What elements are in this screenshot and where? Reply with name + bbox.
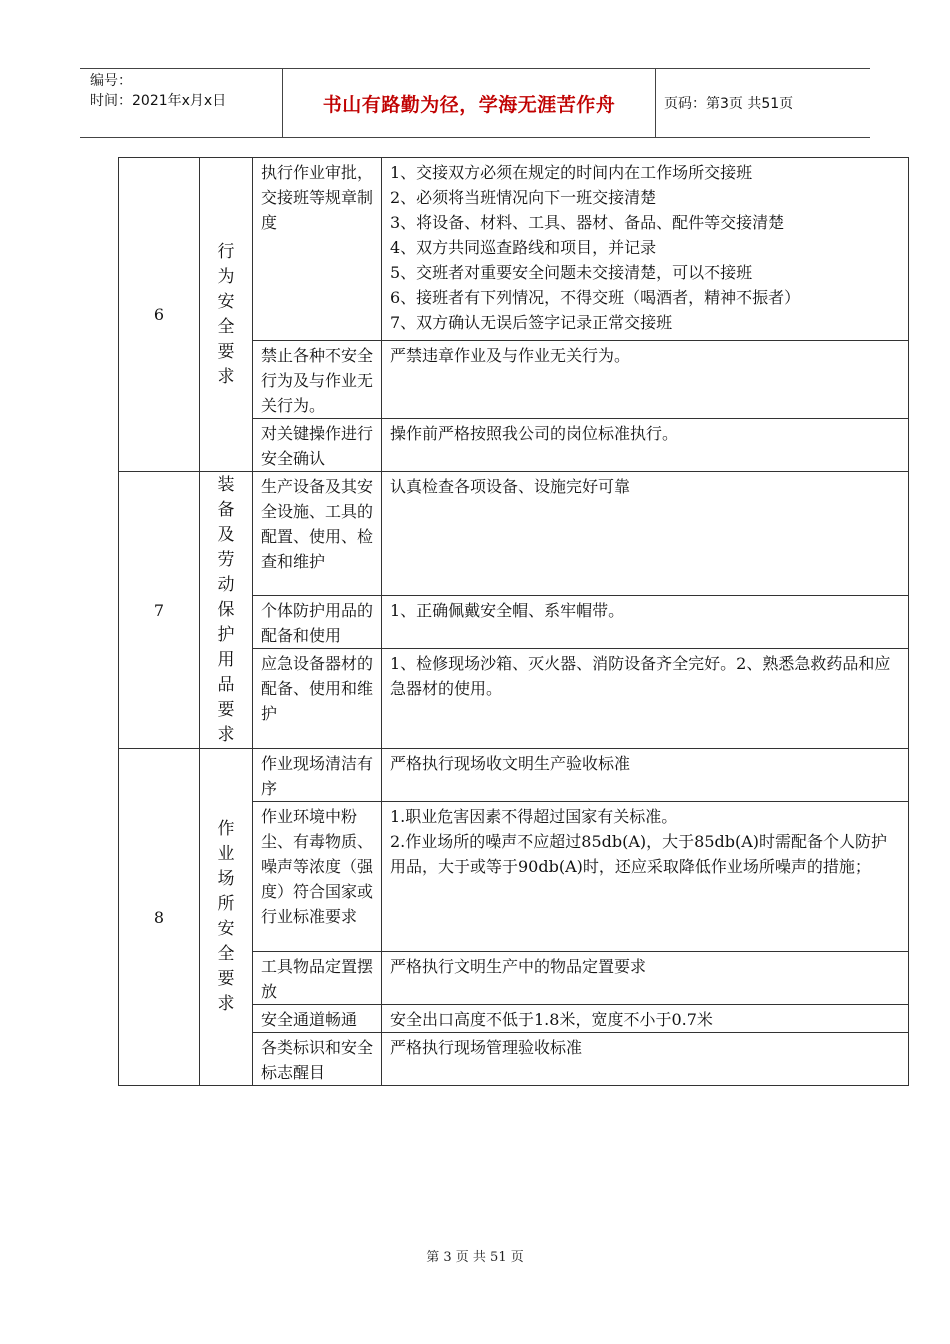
- requirement-item: 作业现场清洁有序: [261, 754, 374, 798]
- requirement-content-line: 1.职业危害因素不得超过国家有关标准。: [390, 807, 678, 826]
- requirement-item: 工具物品定置摆放: [261, 957, 374, 1001]
- section-category: 作业场所安全要求: [217, 819, 235, 1014]
- requirement-item: 安全通道畅通: [261, 1010, 358, 1029]
- requirement-content-line: 1、交接双方必须在规定的时间内在工作场所交接班: [390, 163, 753, 182]
- requirement-item: 禁止各种不安全行为及与作业无关行为。: [261, 346, 374, 415]
- requirement-content-cell: [382, 341, 909, 419]
- page-header: [80, 68, 870, 138]
- requirement-item-cell: [253, 158, 382, 341]
- requirement-item-cell: [253, 802, 382, 952]
- requirement-content-line: 1、正确佩戴安全帽、系牢帽带。: [390, 601, 625, 620]
- header-motto: 书山有路勤为径，学海无涯苦作舟: [322, 93, 616, 116]
- requirement-content-line: 4、双方共同巡查路线和项目，并记录: [390, 238, 657, 257]
- requirement-content-line: 严格执行文明生产中的物品定置要求: [390, 957, 647, 976]
- requirement-item-cell: [253, 419, 382, 472]
- requirement-content-cell: [382, 1033, 909, 1086]
- requirement-content-line: 严禁违章作业及与作业无关行为。: [390, 346, 631, 365]
- requirement-content-cell: [382, 596, 909, 649]
- requirement-item: 应急设备器材的配备、使用和维护: [261, 654, 374, 723]
- section-category-cell: [200, 472, 253, 749]
- requirement-item-cell: [253, 749, 382, 802]
- requirement-content-line: 1、检修现场沙箱、灭火器、消防设备齐全完好。2、熟悉急救药品和应急器材的使用。: [390, 654, 891, 698]
- requirement-content-line: 7、双方确认无误后签字记录正常交接班: [390, 313, 673, 332]
- section-category: 装备及劳动保护用品要求: [217, 474, 235, 745]
- requirement-item: 各类标识和安全标志醒目: [261, 1038, 374, 1082]
- doc-time-label: 时间：2021年x月x日: [90, 93, 227, 109]
- requirement-content-line: 2.作业场所的噪声不应超过85db(A)，大于85db(A)时需配备个人防护用品，大于或等于90db(A)时，还应采取降低作业场所噪声的措施；: [390, 832, 888, 876]
- requirement-item: 生产设备及其安全设施、工具的配置、使用、检查和维护: [261, 477, 374, 571]
- table-row: [119, 749, 909, 802]
- requirement-item: 个体防护用品的配备和使用: [261, 601, 374, 645]
- header-meta: [80, 69, 282, 137]
- section-category-cell: [200, 749, 253, 1086]
- header-page-number: 页码：第3页 共51页: [664, 96, 794, 112]
- requirement-content-cell: [382, 472, 909, 596]
- requirement-content-cell: [382, 952, 909, 1005]
- requirement-content-line: 安全出口高度不低于1.8米，宽度不小于0.7米: [390, 1010, 713, 1029]
- requirement-item-cell: [253, 952, 382, 1005]
- section-number: 6: [119, 158, 200, 472]
- requirement-content-line: 操作前严格按照我公司的岗位标准执行。: [390, 424, 679, 443]
- requirement-content-line: 6、接班者有下列情况，不得交班（喝酒者，精神不振者）: [390, 288, 801, 307]
- requirement-content-cell: [382, 1005, 909, 1033]
- page-footer: 第 3 页 共 51 页: [426, 1250, 524, 1265]
- requirement-content-line: 5、交班者对重要安全问题未交接清楚，可以不接班: [390, 263, 753, 282]
- requirement-content-line: 认真检查各项设备、设施完好可靠: [390, 477, 631, 496]
- requirement-content-cell: [382, 158, 909, 341]
- requirement-content-line: 3、将设备、材料、工具、器材、备品、配件等交接清楚: [390, 213, 785, 232]
- requirement-content-cell: [382, 649, 909, 749]
- requirement-item-cell: [253, 341, 382, 419]
- requirement-content-cell: [382, 419, 909, 472]
- requirement-item-cell: [253, 649, 382, 749]
- requirement-item: 作业环境中粉尘、有毒物质、噪声等浓度（强度）符合国家或行业标准要求: [261, 807, 374, 926]
- section-category-cell: [200, 158, 253, 472]
- requirement-content-line: 严格执行现场收文明生产验收标准: [390, 754, 631, 773]
- requirement-item: 执行作业审批，交接班等规章制度: [261, 163, 374, 232]
- requirement-item-cell: [253, 596, 382, 649]
- requirement-content-line: 2、必须将当班情况向下一班交接清楚: [390, 188, 657, 207]
- safety-requirements-table: [118, 157, 909, 1086]
- requirement-item: 对关键操作进行安全确认: [261, 424, 374, 468]
- doc-number-label: 编号：: [90, 73, 132, 89]
- table-row: [119, 158, 909, 341]
- section-category: 行为安全要求: [217, 241, 235, 387]
- header-divider: [655, 69, 656, 137]
- requirement-item-cell: [253, 1033, 382, 1086]
- requirement-content-cell: [382, 802, 909, 952]
- section-number: 7: [119, 472, 200, 749]
- requirement-content-cell: [382, 749, 909, 802]
- table-row: [119, 472, 909, 596]
- requirement-item-cell: [253, 472, 382, 596]
- section-number: 8: [119, 749, 200, 1086]
- requirement-item-cell: [253, 1005, 382, 1033]
- requirement-content-line: 严格执行现场管理验收标准: [390, 1038, 583, 1057]
